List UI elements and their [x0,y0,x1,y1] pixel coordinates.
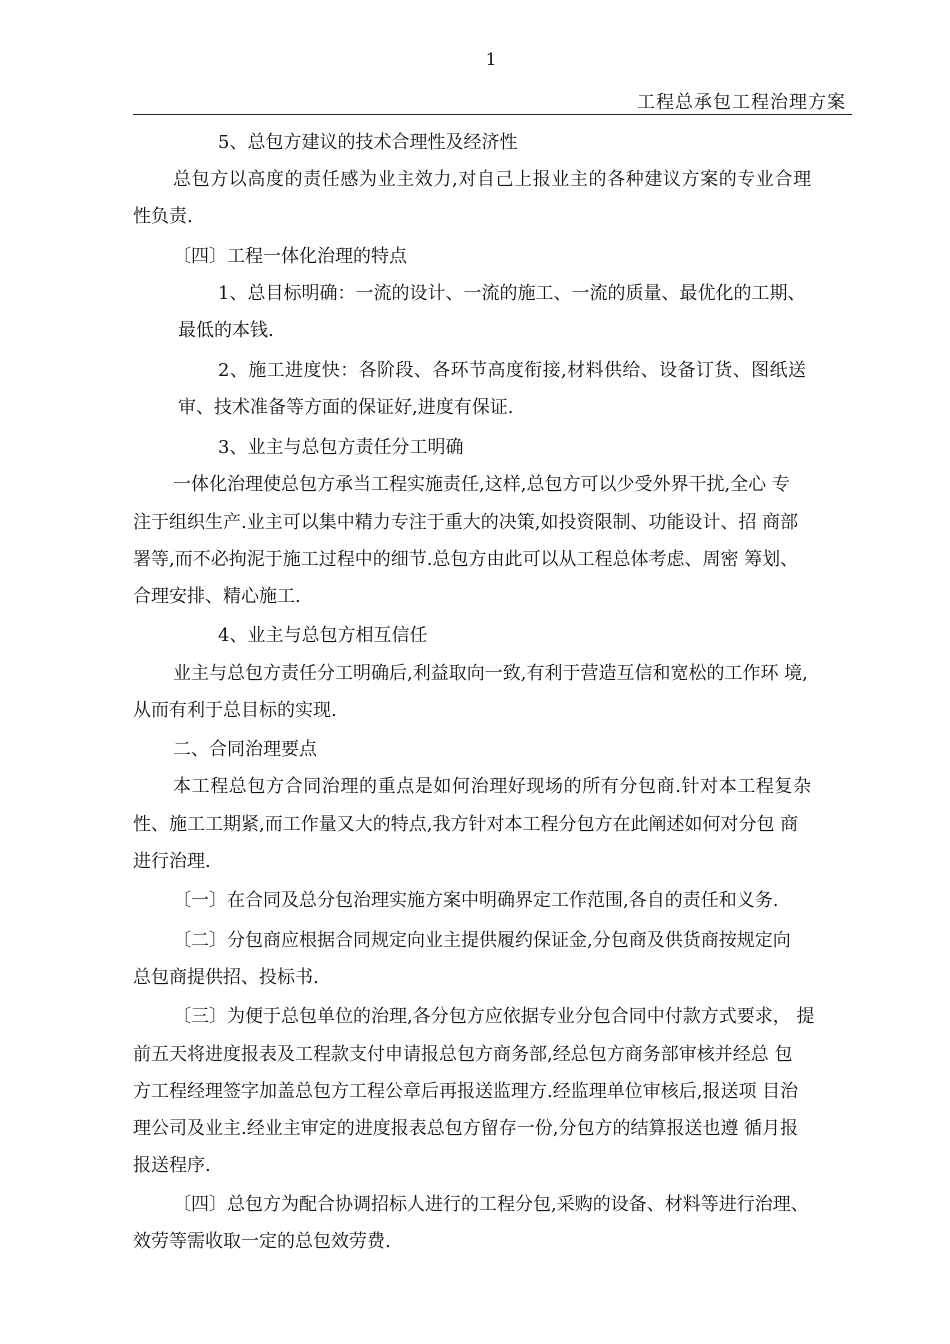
paragraph-line: 方工程经理签字加盖总包方工程公章后再报送监理方.经监理单位审核后,报送项 目治 [133,1081,799,1102]
paragraph-line: 总包商提供招、投标书. [133,967,319,988]
paragraph-line: 理公司及业主.经业主审定的进度报表总包方留存一份,分包方的结算报送也遵 循月报 [133,1118,799,1139]
paragraph-line: 〔一〕在合同及总分包治理实施方案中明确界定工作范围,各自的责任和义务. [173,890,779,911]
paragraph-line: 效劳等需收取一定的总包效劳费. [133,1231,391,1252]
header-title: 工程总承包工程治理方案 [637,92,846,113]
section-heading: 〔四〕工程一体化治理的特点 [173,246,407,267]
paragraph-line: 1、总目标明确：一流的设计、一流的施工、一流的质量、最优化的工期、 [218,283,806,304]
paragraph-line: 注于组织生产.业主可以集中精力专注于重大的决策,如投资限制、功能设计、招 商部 [133,512,799,533]
section-heading: 二、合同治理要点 [173,739,317,760]
paragraph-line: 署等,而不必拘泥于施工过程中的细节.总包方由此可以从工程总体考虑、周密 筹划、 [133,549,799,570]
section-heading: 4、业主与总包方相互信任 [218,625,428,646]
paragraph-line: 审、技术准备等方面的保证好,进度有保证. [178,397,514,418]
header-divider [133,114,852,115]
paragraph-line: 业主与总包方责任分工明确后,利益取向一致,有利于营造互信和宽松的工作环 境, [173,663,808,684]
paragraph-line: 〔二〕分包商应根据合同规定向业主提供履约保证金,分包商及供货商按规定向 [173,930,791,951]
section-heading: 3、业主与总包方责任分工明确 [218,437,464,458]
page-number: 1 [485,50,497,70]
section-heading: 5、总包方建议的技术合理性及经济性 [218,132,518,153]
paragraph-line: 报送程序. [133,1155,211,1176]
paragraph-line: 总包方以高度的责任感为业主效力,对自己上报业主的各种建议方案的专业合理 [173,169,812,190]
paragraph-line: 〔四〕总包方为配合协调招标人进行的工程分包,采购的设备、材料等进行治理、 [173,1194,809,1215]
paragraph-line: 前五天将进度报表及工程款支付申请报总包方商务部,经总包方商务部审核并经总 包 [133,1044,793,1065]
paragraph-line: 合理安排、精心施工. [133,586,301,607]
paragraph-line: 性、施工工期紧,而工作量又大的特点,我方针对本工程分包方在此阐述如何对分包 商 [133,814,799,835]
paragraph-line: 进行治理. [133,851,211,872]
paragraph-line: 从而有利于总目标的实现. [133,700,337,721]
paragraph-line: 一体化治理使总包方承当工程实施责任,这样,总包方可以少受外界干扰,全心 专 [173,474,790,495]
paragraph-line: 性负责. [133,206,193,227]
paragraph-line: 本工程总包方合同治理的重点是如何治理好现场的所有分包商.针对本工程复杂 [173,776,812,797]
paragraph-line: 〔三〕为便于总包单位的治理,各分包方应依据专业分包合同中付款方式要求， 提 [173,1006,815,1027]
paragraph-line: 最低的本钱. [178,320,274,341]
paragraph-line: 2、施工进度快：各阶段、各环节高度衔接,材料供给、设备订货、图纸送 [218,360,807,381]
